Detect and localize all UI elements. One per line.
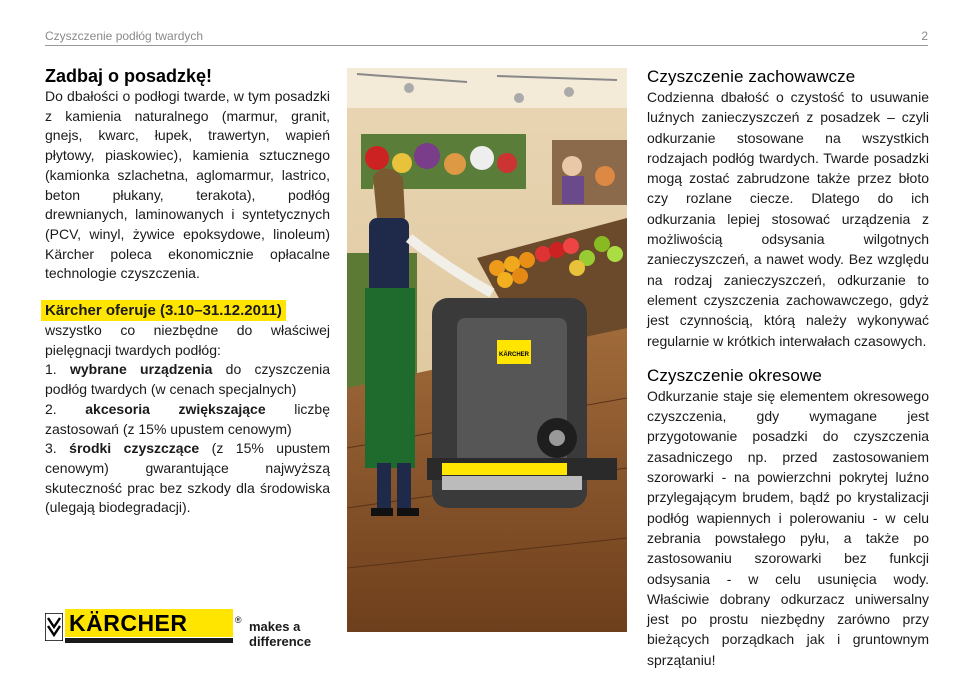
offer-item-text: (z 15% upustem cenowym) gwarantujące najwyższą skuteczność prac bez szkody dla środowiska (ulegają biodegradacji).: [45, 440, 330, 516]
karcher-logo: [45, 609, 335, 649]
logo-brand-text: KÄRCHER: [69, 610, 188, 636]
registered-mark: ®: [234, 615, 242, 625]
offer-item-1: [45, 360, 330, 399]
offer-item-3: [45, 439, 330, 518]
left-intro: Do dbałości o podłogi twarde, w tym posadzki z kamienia naturalnego (marmur, granit, gnejs, kwarc, łupek, trawertyn, wapień płytowy, piaskowiec), kamienia sztucznego (kamionka szlachetna, aglomarmur, lastrico, beton płukany, terakota), podłóg drewnianych, laminowanych i syntetycznych (PCV, winyl, żywice epoksydowe, linoleum) Kärcher poleca ekonomicznie opłacalne technologie czyszczenia.: [45, 88, 330, 282]
left-column: [45, 66, 330, 518]
machine-brand-label: KÄRCHER: [499, 352, 529, 358]
offer-item-text: liczbę zastosowań (z 15% upustem cenowym): [45, 400, 330, 437]
page-header: [45, 22, 928, 46]
section-text-periodic: Odkurzanie staje się elementem okresowego czyszczenia, gdy wymagane jest przygotowanie posadzki do czyszczenia zasadniczego np. przed zastosowaniem szorowarki - na powierzchni pokrytej luźno przylegającym brudem, bądź po krystalizacji podłóg wapiennych i polerowaniu - w celu zebrania powstałego pyłu, a także po zastosowaniu szorowarki bez funkcji odsysania - w celu usunięcia wody. Właściwie dobrany odkurzacz uniwersalny jest po prostu niezbędny zarówno przy bieżących porządkach jak i gruntownym sprzątaniu!: [647, 387, 929, 668]
offer-intro: wszystko co niezbędne do właściwej pielęgnacji twardych podłóg:: [45, 322, 330, 358]
page-number: 2: [921, 29, 928, 43]
logo-wordmark: [65, 609, 242, 637]
offer-item-2: [45, 400, 330, 439]
header-title: Czyszczenie podłóg twardych: [45, 29, 204, 43]
right-column: [647, 66, 929, 670]
cleaning-machine-photo: [347, 68, 627, 632]
section-heading-maintenance: Czyszczenie zachowawcze: [647, 67, 856, 86]
left-heading: Zadbaj o posadzkę!: [45, 66, 213, 86]
section-text-maintenance: Codzienna dbałość o czystość to usuwanie luźnych zanieczyszczeń z posadzek – czyli odkurzanie stosowane na wszystkich rodzajach podłóg twardych. Twarde posadzki mogą zostać zabrudzone także przez błoto czy rozlane ciecze. Dlatego do ich odkurzania lepiej stosować urządzenia z możliwością odsysania wilgotnych zanieczyszczeń, a nawet wody. Bez względu na rodzaj zanieczyszczeń, odkurzanie to element czyszczenia zachowawczego, gdyż jest czynnością, którą należy wykonywać regularnie w krótkich interwałach czasowych.: [647, 89, 929, 349]
section-heading-periodic: Czyszczenie okresowe: [647, 365, 822, 385]
offer-item-bold: wybrane urządzenia: [69, 361, 213, 378]
offer-item-number: 2.: [45, 400, 57, 417]
offer-item-bold: środki czyszczące: [69, 440, 200, 457]
offer-item-number: 3.: [45, 440, 57, 457]
offer-heading: Kärcher oferuje (3.10–31.12.2011): [41, 300, 286, 321]
logo-underline: [65, 638, 233, 643]
offer-item-text: do czyszczenia podłóg twardych (w cenach specjalnych): [45, 361, 330, 398]
logo-tagline: makes a difference: [249, 619, 312, 649]
offer-block: [45, 300, 330, 360]
offer-item-bold: akcesoria zwiększające: [85, 400, 266, 417]
karcher-emblem-icon: [45, 613, 63, 641]
offer-item-number: 1.: [45, 361, 57, 378]
store-scene-illustration: [347, 68, 627, 632]
